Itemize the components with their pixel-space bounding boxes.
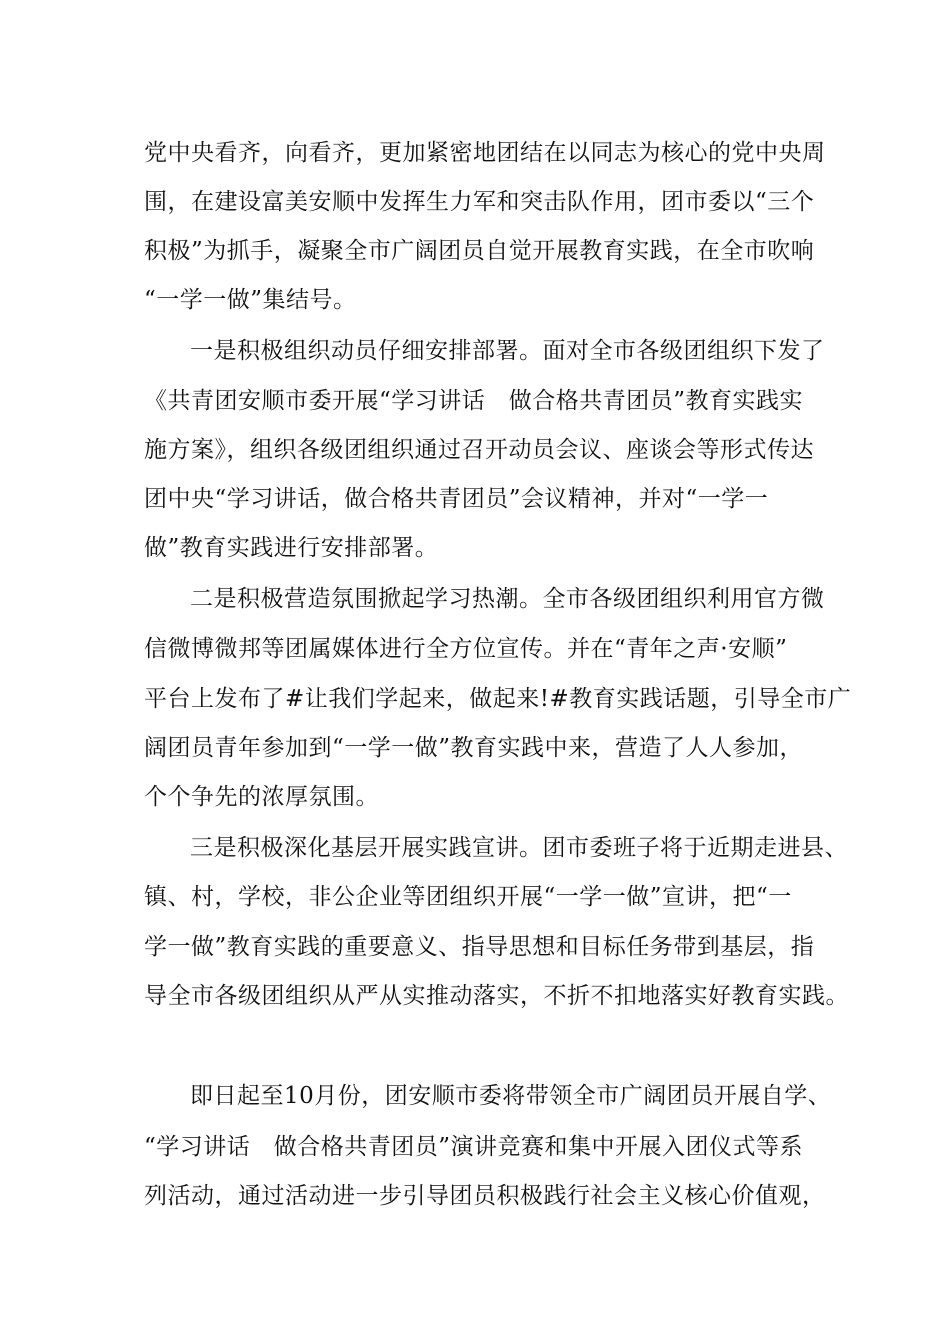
text-line: 做”教育实践进行安排部署。 — [144, 535, 439, 561]
text-line: “一学一做”集结号。 — [144, 287, 357, 313]
text-line: 围，在建设富美安顺中发挥生力军和突击队作用，团市委以“三个 — [144, 189, 815, 215]
text-line: 团中央“学习讲话，做合格共青团员”会议精神，并对“一学一 — [144, 486, 769, 512]
text-line: 列活动，通过活动进一步引导团员积极践行社会主义核心价值观， — [144, 1183, 826, 1209]
text-line: 党中央看齐，向看齐，更加紧密地团结在以同志为核心的党中央周 — [144, 140, 826, 166]
text-line: 施方案》，组织各级团组织通过召开动员会议、座谈会等形式传达 — [144, 437, 814, 463]
text-line: 导全市各级团组织从严从实推动落实，不折不扣地落实好教育实践。 — [144, 983, 849, 1009]
text-line: 三是积极深化基层开展实践宣讲。团市委班子将于近期走进县、 — [190, 835, 848, 861]
text-line: 二是积极营造氛围掀起学习热潮。全市各级团组织利用官方微 — [190, 586, 825, 612]
text-line: 学一做”教育实践的重要意义、指导思想和目标任务带到基层，指 — [144, 934, 815, 960]
text-line: “学习讲话 做合格共青团员”演讲竞赛和集中开展入团仪式等系 — [144, 1134, 804, 1160]
text-line: 平台上发布了#让我们学起来，做起来!#教育实践话题，引导全市广 — [144, 686, 852, 712]
text-line: 即日起至10月份，团安顺市委将带领全市广阔团员开展自学、 — [190, 1083, 832, 1109]
text-line: 信微博微邦等团属媒体进行全方位宣传。并在“青年之声·安顺” — [144, 636, 788, 662]
text-line: 一是积极组织动员仔细安排部署。面对全市各级团组织下发了 — [190, 338, 825, 364]
text-line: 镇、村，学校，非公企业等团组织开展“一学一做”宣讲，把“一 — [144, 884, 792, 910]
text-line: 阔团员青年参加到“一学一做”教育实践中来，营造了人人参加， — [144, 735, 804, 761]
text-line: 《共青团安顺市委开展“学习讲话 做合格共青团员”教育实践实 — [144, 388, 804, 414]
text-line: 积极”为抓手，凝聚全市广阔团员自觉开展教育实践，在全市吹响 — [144, 238, 815, 264]
text-line: 个个争先的浓厚氛围。 — [144, 784, 379, 810]
